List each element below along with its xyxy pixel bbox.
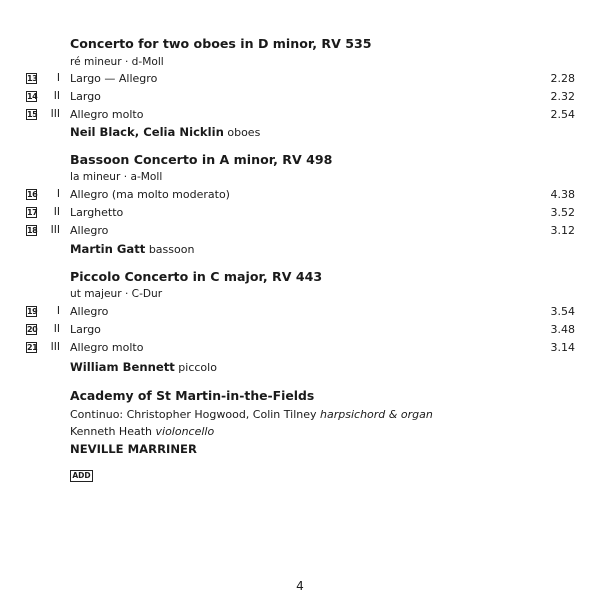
track-number-box: 21 [27,343,38,352]
movement-numeral: II [53,90,60,102]
performer-line [70,360,217,374]
track-number-box: 15 [27,110,38,119]
performer-line [70,242,194,256]
track-duration: 2.32 [550,90,575,103]
movement-name: Allegro molto [70,108,144,121]
track-number-box: 13 [27,74,38,83]
movement-name: Allegro [70,305,109,318]
ensemble-name: Academy of St Martin-in-the-Fields [70,388,315,403]
track-duration: 4.38 [550,188,575,201]
track-duration: 3.48 [550,323,575,336]
track-duration: 3.52 [550,206,575,219]
movement-numeral: I [56,188,60,200]
movement-name: Allegro (ma molto moderato) [70,188,230,201]
movement-numeral: I [56,305,60,317]
movement-name: Largo [70,90,101,103]
track-row [0,324,600,340]
movement-numeral: III [50,108,60,120]
work-title: Bassoon Concerto in A minor, RV 498 [70,152,333,167]
key-translations: ut majeur · C-Dur [70,288,163,300]
spars-code-badge: ADD [70,470,93,482]
movement-numeral: I [56,72,60,84]
track-number-box: 19 [27,307,38,316]
track-duration: 3.54 [550,305,575,318]
movement-numeral: II [53,323,60,335]
track-duration: 2.28 [550,72,575,85]
track-row [0,189,600,205]
track-row [0,306,600,322]
track-number-box: 14 [27,92,38,101]
performer-instrument: piccolo [178,361,217,374]
movement-numeral: II [53,206,60,218]
performer-names: Martin Gatt [70,242,146,256]
track-row [0,73,600,89]
movement-name: Allegro molto [70,341,144,354]
page-number: 4 [296,579,304,593]
track-row [0,207,600,223]
work-title: Concerto for two oboes in D minor, RV 535 [70,36,372,51]
track-row [0,342,600,358]
continuo-line [70,408,433,421]
performer-line [70,125,260,139]
work-title: Piccolo Concerto in C major, RV 443 [70,269,323,284]
conductor-name: NEVILLE MARRINER [70,442,197,456]
track-number-box: 16 [27,190,38,199]
track-row [0,109,600,125]
track-duration: 3.12 [550,224,575,237]
continuo-players: Continuo: Christopher Hogwood, Colin Tilney [70,408,317,421]
continuo-instruments: harpsichord & organ [320,408,433,421]
key-translations: la mineur · a-Moll [70,171,163,183]
track-number-box: 17 [27,208,38,217]
movement-name: Allegro [70,224,109,237]
track-number-box: 18 [27,226,38,235]
movement-name: Larghetto [70,206,124,219]
movement-numeral: III [50,224,60,236]
performer-instrument: bassoon [148,243,195,256]
performer-instrument: oboes [227,126,261,139]
performer-names: William Bennett [70,360,175,374]
movement-name: Largo — Allegro [70,72,158,85]
performer-names: Neil Black, Celia Nicklin [70,125,224,139]
track-row [0,225,600,241]
movement-name: Largo [70,323,101,336]
track-duration: 3.14 [550,341,575,354]
track-duration: 2.54 [550,108,575,121]
cellist-line [70,425,214,438]
cellist-instrument: violoncello [155,425,215,438]
movement-numeral: III [50,341,60,353]
track-row [0,91,600,107]
key-translations: ré mineur · d-Moll [70,56,164,68]
cellist-name: Kenneth Heath [70,425,152,438]
track-number-box: 20 [27,325,38,334]
